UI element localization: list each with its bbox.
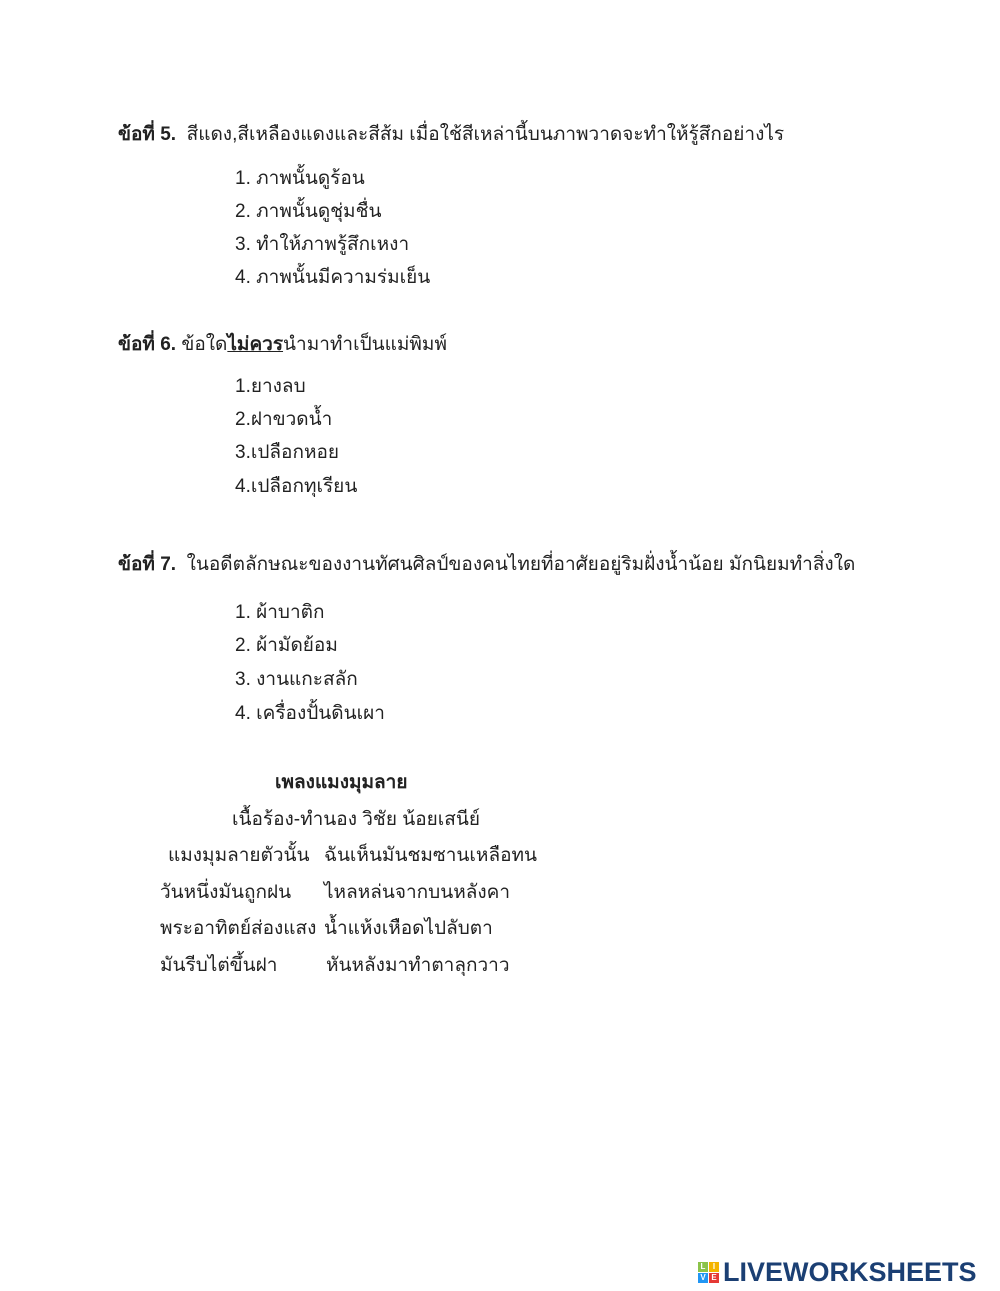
lyric-line: มันรีบไต่ขึ้นฝา xyxy=(160,955,278,976)
option: 1. ภาพนั้นดูร้อน xyxy=(235,168,365,189)
lyric-line: แมงมุมลายตัวนั้น xyxy=(168,845,310,866)
option: 1.ยางลบ xyxy=(235,376,306,397)
option: 3. ทำให้ภาพรู้สึกเหงา xyxy=(235,234,410,255)
question-number: ข้อที่ 6. xyxy=(118,334,177,355)
lyric-line: พระอาทิตย์ส่องแสง xyxy=(160,918,317,939)
question-number: ข้อที่ 5. xyxy=(118,124,177,145)
option: 2. ผ้ามัดย้อม xyxy=(235,635,338,656)
question-text: ข้อใด xyxy=(181,334,228,355)
liveworksheets-logo xyxy=(698,1257,977,1288)
question-6 xyxy=(118,333,447,357)
lyric-line: วันหนึ่งมันถูกฝน xyxy=(160,882,292,903)
lyric-line: น้ำแห้งเหือดไปลับตา xyxy=(324,918,493,939)
lyric-line: หันหลังมาทำตาลุกวาว xyxy=(326,955,510,976)
option: 3. งานแกะสลัก xyxy=(235,669,358,690)
song-credit: เนื้อร้อง-ทำนอง วิชัย น้อยเสนีย์ xyxy=(232,809,480,830)
logo-block: E xyxy=(709,1273,719,1283)
question-number: ข้อที่ 7. xyxy=(118,554,177,575)
logo-block: I xyxy=(709,1262,719,1272)
song-title: เพลงแมงมุมลาย xyxy=(275,772,408,793)
option: 2. ภาพนั้นดูชุ่มชื่น xyxy=(235,201,382,222)
option: 4.เปลือกทุเรียน xyxy=(235,476,358,497)
option: 2.ฝาขวดน้ำ xyxy=(235,409,333,430)
question-text: นำมาทำเป็นแม่พิมพ์ xyxy=(283,334,447,355)
option: 4. เครื่องปั้นดินเผา xyxy=(235,703,385,724)
question-5 xyxy=(118,123,784,147)
option: 4. ภาพนั้นมีความร่มเย็น xyxy=(235,267,431,288)
logo-text: LIVEWORKSHEETS xyxy=(723,1257,977,1287)
question-7 xyxy=(118,553,855,577)
option: 1. ผ้าบาติก xyxy=(235,602,325,623)
question-emphasis: ไม่ควร xyxy=(227,334,284,355)
logo-block: V xyxy=(698,1273,708,1283)
question-text: สีแดง,สีเหลืองแดงและสีส้ม เมื่อใช้สีเหล่านี้บนภาพวาดจะทำให้รู้สึกอย่างไร xyxy=(186,124,785,145)
lyric-line: ฉันเห็นมันชมซานเหลือทน xyxy=(324,845,538,866)
lyric-line: ไหลหล่นจากบนหลังคา xyxy=(324,882,511,903)
option: 3.เปลือกหอย xyxy=(235,442,340,463)
logo-block: L xyxy=(698,1262,708,1272)
question-text: ในอดีตลักษณะของงานทัศนศิลป์ของคนไทยที่อาศัยอยู่ริมฝั่งน้ำน้อย มักนิยมทำสิ่งใด xyxy=(186,554,856,575)
logo-blocks-icon xyxy=(698,1262,719,1283)
